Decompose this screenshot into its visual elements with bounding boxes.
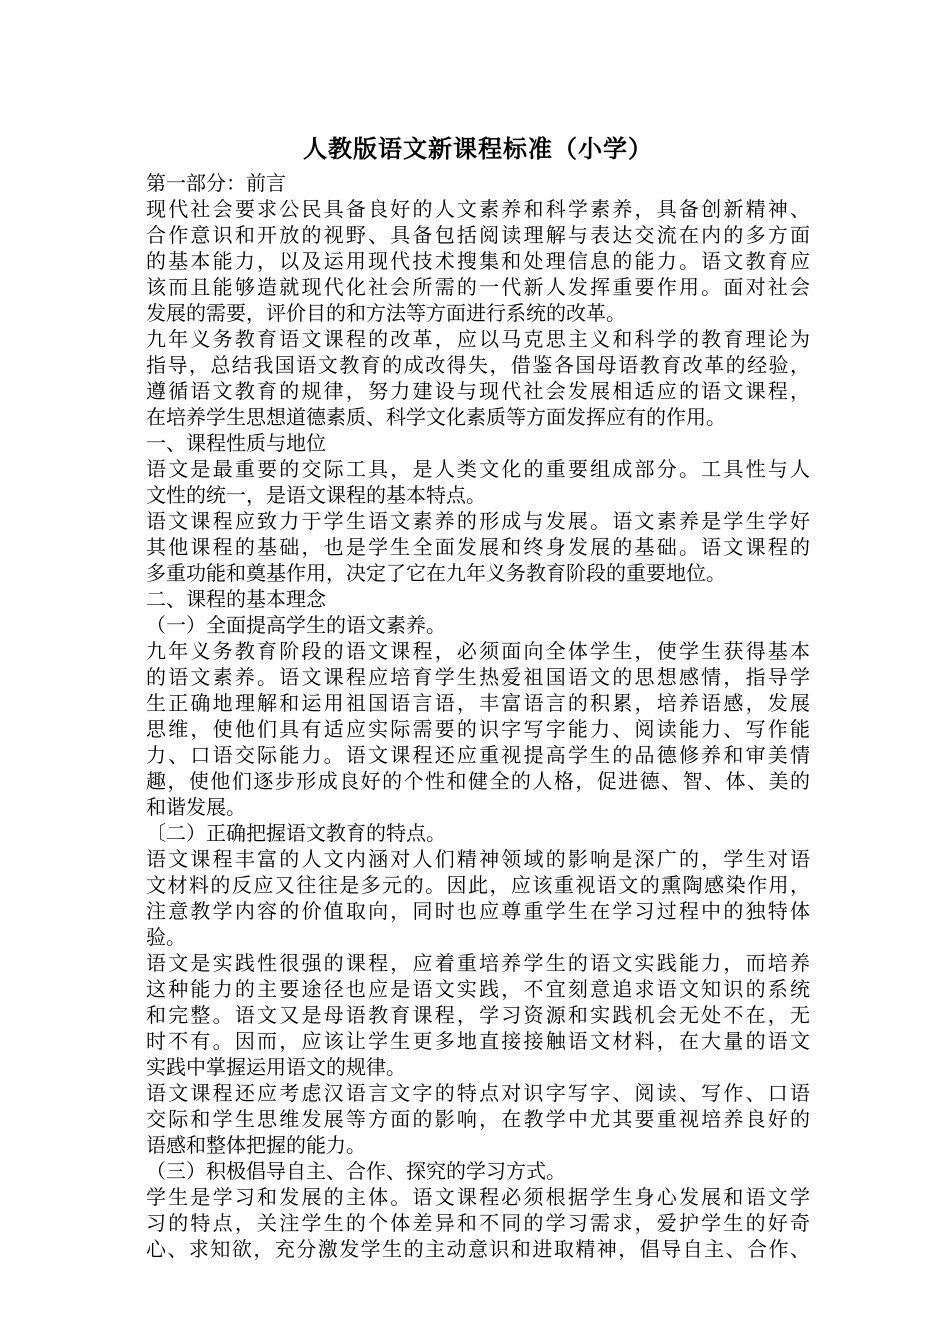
text-line: 心、求知欲，充分激发学生的主动意识和进取精神，倡导自主、合作、 — [146, 1237, 810, 1261]
document-text — [146, 170, 810, 1262]
document-title: 人教版语文新课程标准（小学） — [303, 134, 653, 163]
text-line: 二、课程的基本理念 — [146, 587, 326, 611]
text-line: 九年义务教育阶段的语文课程，必须面向全体学生，使学生获得基本 — [146, 639, 810, 663]
text-line: 语文是实践性很强的课程，应着重培养学生的语文实践能力，而培养 — [146, 951, 810, 975]
text-line: 语文课程丰富的人文内涵对人们精神领域的影响是深广的，学生对语 — [146, 847, 810, 871]
text-line: （三）积极倡导自主、合作、探究的学习方式。 — [146, 1159, 566, 1183]
text-line: 遵循语文教育的规律，努力建设与现代社会发展相适应的语文课程， — [146, 379, 810, 403]
text-line: 交际和学生思维发展等方面的影响，在教学中尤其要重视培养良好的 — [146, 1107, 810, 1131]
text-line: 的语文素养。语文课程应培育学生热爱祖国语文的思想感情，指导学 — [146, 665, 810, 689]
text-line: 一、课程性质与地位 — [146, 431, 326, 455]
text-line: 在培养学生思想道德素质、科学文化素质等方面发挥应有的作用。 — [146, 405, 726, 429]
text-line: （一）全面提高学生的语文素养。 — [146, 613, 446, 637]
text-line: 九年义务教育语文课程的改革，应以马克思主义和科学的教育理论为 — [146, 327, 810, 351]
text-line: 语文课程应致力于学生语文素养的形成与发展。语文素养是学生学好 — [146, 509, 810, 533]
text-line: 合作意识和开放的视野、具备包括阅读理解与表达交流在内的多方面 — [146, 223, 810, 247]
text-line: 力、口语交际能力。语文课程还应重视提高学生的品德修养和审美情 — [146, 743, 810, 767]
text-line: 其他课程的基础，也是学生全面发展和终身发展的基础。语文课程的 — [146, 535, 810, 559]
text-line: 语感和整体把握的能力。 — [146, 1133, 366, 1157]
text-line: 语文是最重要的交际工具，是人类文化的重要组成部分。工具性与人 — [146, 457, 810, 481]
text-line: 第一部分：前言 — [146, 171, 286, 195]
text-line: 思维，使他们具有适应实际需要的识字写字能力、阅读能力、写作能 — [146, 717, 810, 741]
text-line: 现代社会要求公民具备良好的人文素养和科学素养，具备创新精神、 — [146, 197, 810, 221]
text-line: 习的特点，关注学生的个体差异和不同的学习需求，爱护学生的好奇 — [146, 1211, 810, 1235]
text-line: 学生是学习和发展的主体。语文课程必须根据学生身心发展和语文学 — [146, 1185, 810, 1209]
text-line: 生正确地理解和运用祖国语言语，丰富语言的积累，培养语感，发展 — [146, 691, 810, 715]
text-line: 注意教学内容的价值取向，同时也应尊重学生在学习过程中的独特体 — [146, 899, 810, 923]
text-line: 文材料的反应又往往是多元的。因此，应该重视语文的熏陶感染作用， — [146, 873, 810, 897]
text-line: 实践中掌握运用语文的规律。 — [146, 1055, 406, 1079]
text-line: 和谐发展。 — [146, 795, 246, 819]
text-line: 指导，总结我国语文教育的成改得失，借鉴各国母语教育改革的经验， — [146, 353, 810, 377]
text-line: 该而且能够造就现代化社会所需的一代新人发挥重要作用。面对社会 — [146, 275, 810, 299]
text-line: 多重功能和奠基作用，决定了它在九年义务教育阶段的重要地位。 — [146, 561, 726, 585]
text-line: 时不有。因而，应该让学生更多地直接接触语文材料，在大量的语文 — [146, 1029, 810, 1053]
text-line: 这种能力的主要途径也应是语文实践，不宜刻意追求语文知识的系统 — [146, 977, 810, 1001]
text-line: 和完整。语文又是母语教育课程，学习资源和实践机会无处不在，无 — [146, 1003, 810, 1027]
text-line: 文性的统一，是语文课程的基本特点。 — [146, 483, 486, 507]
document-body — [146, 128, 810, 1262]
text-line: 发展的需要，评价目的和方法等方面进行系统的改革。 — [146, 301, 626, 325]
text-line: 的基本能力，以及运用现代技术搜集和处理信息的能力。语文教育应 — [146, 249, 810, 273]
text-line: 〔二）正确把握语文教育的特点。 — [146, 821, 446, 845]
text-line: 验。 — [146, 925, 186, 949]
text-line: 趣，使他们逐步形成良好的个性和健全的人格，促进德、智、体、美的 — [146, 769, 810, 793]
text-line: 语文课程还应考虑汉语言文字的特点对识字写字、阅读、写作、口语 — [146, 1081, 810, 1105]
